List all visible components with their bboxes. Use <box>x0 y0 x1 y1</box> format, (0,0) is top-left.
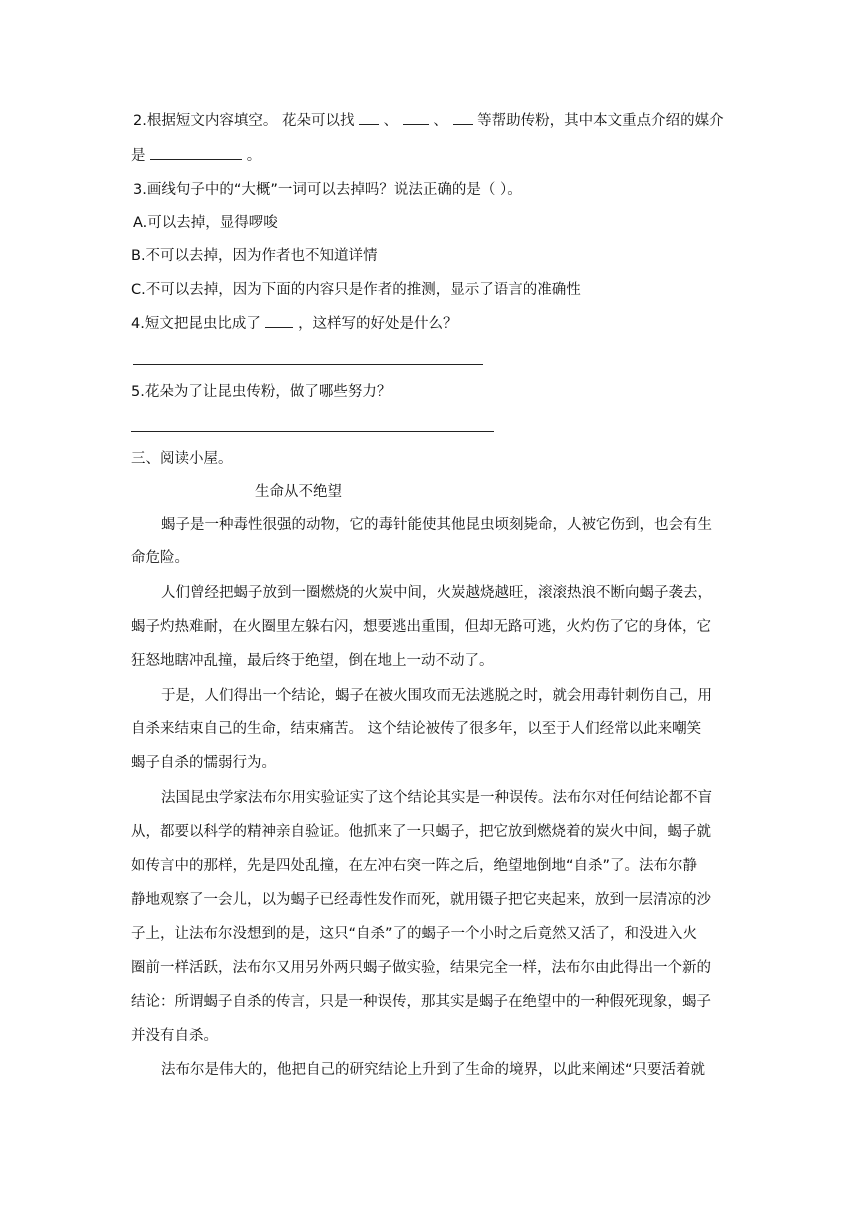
passage-line-4: 蝎子灼热难耐，在火圈里左躲右闪，想要逃出重围，但却无路可逃，火灼伤了它的身体，它 <box>131 619 711 635</box>
question-3: 3.画线句子中的“大概”一词可以去掉吗？说法正确的是（ ）。 <box>133 182 522 198</box>
answer-blank-3[interactable] <box>453 110 473 125</box>
passage-line-13: 子上，让法布尔没想到的是，这只“自杀”了的蝎子一个小时之后竟然又活了，和没进入火 <box>131 926 698 942</box>
question-3-option-c: C.不可以去掉，因为下面的内容只是作者的推测，显示了语言的准确性 <box>131 282 581 298</box>
section-heading: 三、阅读小屋。 <box>131 451 233 467</box>
passage-line-5: 狂怒地瞎冲乱撞，最后终于绝望，倒在地上一动不动了。 <box>131 653 494 669</box>
passage-line-9: 法国昆虫学家法布尔用实验证实了这个结论其实是一种误传。法布尔对任何结论都不盲 <box>161 790 712 806</box>
question-2-line-2 <box>131 145 261 166</box>
passage-line-8: 蝎子自杀的懦弱行为。 <box>131 755 276 771</box>
answer-line-q5[interactable] <box>131 431 494 432</box>
passage-line-17: 法布尔是伟大的，他把自己的研究结论上升到了生命的境界，以此来阐述“只要活着就 <box>161 1062 706 1078</box>
question-5: 5.花朵为了让昆虫传粉，做了哪些努力？ <box>131 384 392 400</box>
question-4-prefix: 4.短文把昆虫比成了 <box>131 316 261 332</box>
passage-line-14: 圈前一样活跃，法布尔又用另外两只蝎子做实验，结果完全一样，法布尔由此得出一个新的 <box>131 960 711 976</box>
question-2-prefix: 2.根据短文内容填空。 花朵可以找 <box>133 113 355 129</box>
question-2-line-2-prefix: 是 <box>131 148 146 164</box>
passage-line-6: 于是，人们得出一个结论，蝎子在被火围攻而无法逃脱之时，就会用毒针刺伤自己，用 <box>161 688 712 704</box>
passage-line-3: 人们曾经把蝎子放到一圈燃烧的火炭中间，火炭越烧越旺，滚滚热浪不断向蝎子袭去， <box>161 585 712 601</box>
passage-line-1: 蝎子是一种毒性很强的动物，它的毒针能使其他昆虫顷刻毙命，人被它伤到，也会有生 <box>161 517 712 533</box>
passage-line-11: 如传言中的那样，先是四处乱撞，在左冲右突一阵之后，绝望地倒地“自杀”了。法布尔静 <box>131 858 698 874</box>
passage-line-15: 结论：所谓蝎子自杀的传言，只是一种误传，那其实是蝎子在绝望中的一种假死现象，蝎子 <box>131 994 711 1010</box>
question-4-suffix: ，这样写的好处是什么？ <box>298 316 458 332</box>
passage-line-10: 从，都要以科学的精神亲自验证。他抓来了一只蝎子，把它放到燃烧着的炭火中间，蝎子就 <box>131 824 711 840</box>
question-2-separator-1: 、 <box>383 113 399 129</box>
question-4 <box>131 313 458 334</box>
question-2-line-2-suffix: 。 <box>246 148 262 164</box>
answer-blank-1[interactable] <box>359 110 379 125</box>
question-3-option-b: B.不可以去掉，因为作者也不知道详情 <box>131 248 378 264</box>
passage-line-2: 命危险。 <box>131 550 189 566</box>
question-3-option-a: A.可以去掉，显得啰唆 <box>133 215 278 231</box>
answer-line-q4[interactable] <box>133 364 483 365</box>
answer-blank-5[interactable] <box>265 313 293 328</box>
passage-line-16: 并没有自杀。 <box>131 1028 218 1044</box>
question-2-line-1 <box>133 110 724 131</box>
passage-line-7: 自杀来结束自己的生命，结束痛苦。 这个结论被传了很多年，以至于人们经常以此来嘲笑 <box>131 721 702 737</box>
answer-blank-2[interactable] <box>403 110 429 125</box>
passage-line-12: 静地观察了一会儿，以为蝎子已经毒性发作而死，就用镊子把它夹起来，放到一层清凉的沙 <box>131 892 711 908</box>
question-2-suffix: 等帮助传粉，其中本文重点介绍的媒介 <box>477 113 724 129</box>
answer-blank-4[interactable] <box>150 145 242 160</box>
question-2-separator-2: 、 <box>433 113 448 129</box>
passage-title: 生命从不绝望 <box>255 484 342 500</box>
